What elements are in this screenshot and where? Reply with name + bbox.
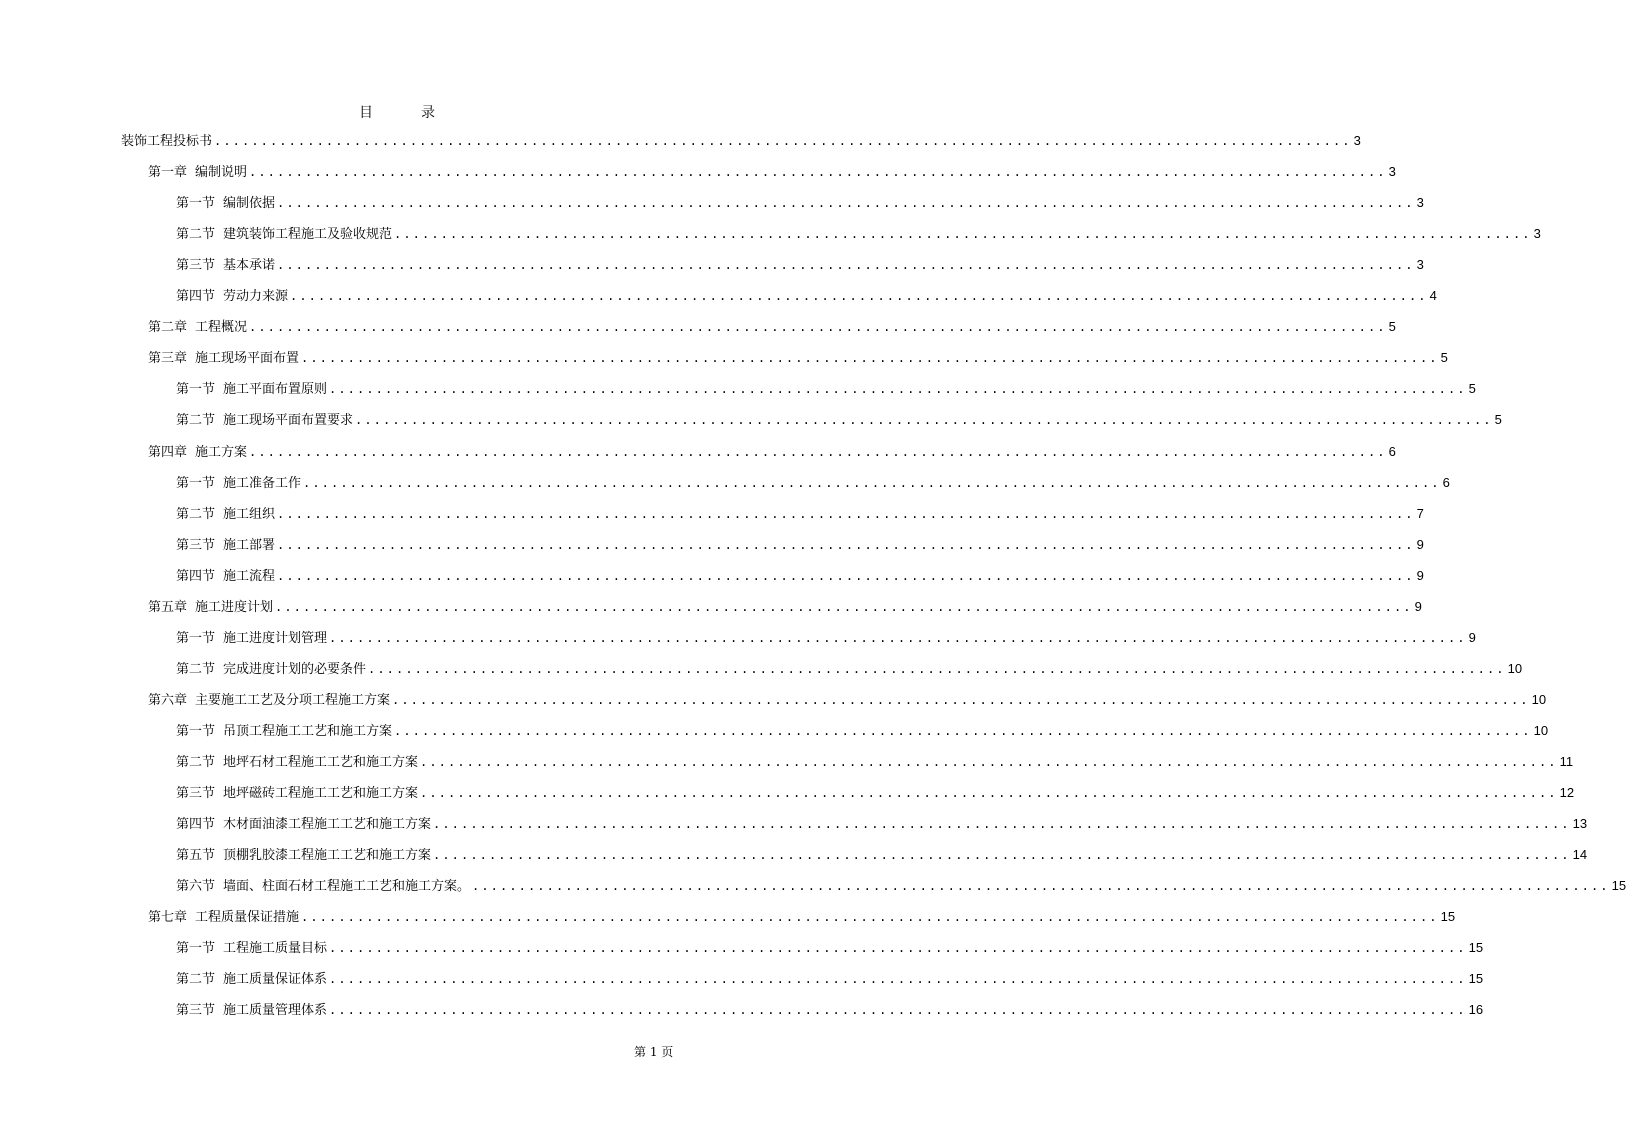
toc-dot-leader: .......................................................................................................................... bbox=[394, 227, 1532, 241]
toc-entry-page: 6 bbox=[1388, 444, 1396, 459]
toc-entry-page: 10 bbox=[1531, 692, 1547, 707]
toc-entry-page: 3 bbox=[1388, 164, 1396, 179]
toc-entry[interactable] bbox=[176, 224, 1541, 244]
toc-entry[interactable] bbox=[176, 504, 1424, 524]
toc-entry-text: 木材面油漆工程施工工艺和施工方案 bbox=[223, 817, 432, 832]
toc-dot-leader: .......................................................................................................................... bbox=[472, 879, 1610, 893]
toc-dot-leader: .......................................................................................................................... bbox=[275, 600, 1413, 614]
toc-title-part2: 录 bbox=[421, 105, 435, 121]
toc-entry-label bbox=[176, 660, 366, 680]
toc-dot-leader: .......................................................................................................................... bbox=[277, 507, 1415, 521]
toc-dot-leader: .......................................................................................................................... bbox=[329, 972, 1467, 986]
toc-entry-number: 第二节 bbox=[176, 413, 216, 428]
toc-entry-page: 9 bbox=[1416, 537, 1424, 552]
toc-entry-text: 编制说明 bbox=[195, 165, 248, 180]
toc-entry-text: 施工平面布置原则 bbox=[223, 382, 328, 397]
toc-entry-label bbox=[148, 318, 247, 338]
toc-entry-label bbox=[176, 474, 301, 494]
toc-entry-label bbox=[176, 536, 275, 556]
toc-entry[interactable] bbox=[176, 535, 1424, 555]
toc-entry-number: 第一章 bbox=[148, 165, 188, 180]
toc-entry-text: 施工部署 bbox=[223, 538, 276, 553]
toc-entry-label bbox=[148, 443, 247, 463]
toc-dot-leader: .......................................................................................................................... bbox=[277, 258, 1415, 272]
toc-entry-text: 基本承诺 bbox=[223, 258, 276, 273]
toc-dot-leader: .......................................................................................................................... bbox=[329, 941, 1467, 955]
toc-entry-text: 劳动力来源 bbox=[223, 289, 289, 304]
toc-entry-number: 第六章 bbox=[148, 693, 188, 708]
toc-dot-leader: .......................................................................................................................... bbox=[329, 1003, 1467, 1017]
toc-dot-leader: .......................................................................................................................... bbox=[303, 476, 1441, 490]
toc-entry[interactable] bbox=[148, 162, 1396, 182]
toc-dot-leader: .......................................................................................................................... bbox=[301, 351, 1439, 365]
toc-entry-page: 5 bbox=[1494, 412, 1502, 427]
toc-dot-leader: .......................................................................................................................... bbox=[394, 724, 1532, 738]
toc-entry-page: 13 bbox=[1572, 816, 1588, 831]
toc-entry[interactable] bbox=[176, 721, 1549, 741]
toc-entry-text: 施工组织 bbox=[223, 507, 276, 522]
toc-entry[interactable] bbox=[176, 783, 1575, 803]
toc-entry[interactable] bbox=[176, 379, 1476, 399]
toc-dot-leader: .......................................................................................................................... bbox=[277, 538, 1415, 552]
toc-entry-number: 第一节 bbox=[176, 724, 216, 739]
toc-entry-label bbox=[176, 939, 327, 959]
toc-entry-number: 第二节 bbox=[176, 662, 216, 677]
toc-entry-text: 施工方案 bbox=[195, 445, 248, 460]
toc-entry-text: 墙面、柱面石材工程施工工艺和施工方案。 bbox=[223, 879, 471, 894]
toc-entry-page: 15 bbox=[1440, 909, 1456, 924]
toc-entry-text: 顶棚乳胶漆工程施工工艺和施工方案 bbox=[223, 848, 432, 863]
toc-entry-page: 5 bbox=[1440, 350, 1448, 365]
toc-entry-number: 第三节 bbox=[176, 538, 216, 553]
toc-entry-page: 15 bbox=[1468, 940, 1484, 955]
toc-entry-page: 10 bbox=[1533, 723, 1549, 738]
toc-entry[interactable] bbox=[176, 628, 1476, 648]
toc-entry[interactable] bbox=[176, 752, 1574, 772]
toc-entry-label bbox=[148, 163, 247, 183]
toc-dot-leader: .......................................................................................................................... bbox=[433, 848, 1571, 862]
toc-dot-leader: .......................................................................................................................... bbox=[301, 910, 1439, 924]
toc-entry[interactable] bbox=[176, 255, 1424, 275]
toc-entry-number: 第一节 bbox=[176, 941, 216, 956]
toc-entry-label bbox=[176, 846, 431, 866]
toc-entry-number: 第一节 bbox=[176, 196, 216, 211]
page-number-footer: 第 1 页 bbox=[634, 1045, 674, 1059]
toc-entry[interactable] bbox=[176, 410, 1502, 430]
toc-entry-page: 3 bbox=[1416, 195, 1424, 210]
toc-entry-label bbox=[176, 753, 418, 773]
toc-entry-text: 编制依据 bbox=[223, 196, 276, 211]
toc-dot-leader: .......................................................................................................................... bbox=[290, 289, 1428, 303]
toc-dot-leader: .......................................................................................................................... bbox=[355, 413, 1493, 427]
toc-entry-number: 第三节 bbox=[176, 786, 216, 801]
toc-entry-text: 施工质量管理体系 bbox=[223, 1003, 328, 1018]
toc-entry-number: 第五章 bbox=[148, 600, 188, 615]
toc-dot-leader: .......................................................................................................................... bbox=[249, 320, 1387, 334]
toc-entry-text: 工程质量保证措施 bbox=[195, 910, 300, 925]
toc-entry[interactable] bbox=[176, 193, 1424, 213]
toc-entry[interactable] bbox=[176, 845, 1588, 865]
toc-entry-label bbox=[148, 691, 390, 711]
toc-entry-text: 建筑装饰工程施工及验收规范 bbox=[223, 227, 393, 242]
toc-dot-leader: .......................................................................................................................... bbox=[329, 631, 1467, 645]
toc-entry-label bbox=[148, 908, 299, 928]
toc-entry-text: 地坪磁砖工程施工工艺和施工方案 bbox=[223, 786, 419, 801]
toc-entry-page: 4 bbox=[1429, 288, 1437, 303]
toc-entry-number: 第五节 bbox=[176, 848, 216, 863]
toc-dot-leader: .......................................................................................................................... bbox=[420, 786, 1558, 800]
toc-entry-label bbox=[176, 1001, 327, 1021]
toc-title-part1: 目 bbox=[359, 105, 373, 121]
toc-entry-number: 第三节 bbox=[176, 258, 216, 273]
toc-entry-number: 第三节 bbox=[176, 1003, 216, 1018]
toc-entry-page: 5 bbox=[1468, 381, 1476, 396]
toc-entry-page: 9 bbox=[1416, 568, 1424, 583]
toc-entry-number: 第四章 bbox=[148, 445, 188, 460]
toc-entry[interactable] bbox=[148, 690, 1547, 710]
toc-entry-page: 5 bbox=[1388, 319, 1396, 334]
toc-entry-label bbox=[176, 380, 327, 400]
toc-entry-page: 16 bbox=[1468, 1002, 1484, 1017]
toc-entry-label bbox=[176, 411, 353, 431]
toc-entry-page: 9 bbox=[1468, 630, 1476, 645]
toc-entry-page: 9 bbox=[1414, 599, 1422, 614]
toc-entry-text: 施工现场平面布置要求 bbox=[223, 413, 354, 428]
toc-entry-page: 15 bbox=[1468, 971, 1484, 986]
toc-entry-number: 第二节 bbox=[176, 227, 216, 242]
toc-entry-label bbox=[176, 629, 327, 649]
toc-entry-number: 第二节 bbox=[176, 972, 216, 987]
toc-entry-text: 装饰工程投标书 bbox=[121, 134, 213, 149]
toc-entry-text: 吊顶工程施工工艺和施工方案 bbox=[223, 724, 393, 739]
toc-entry[interactable] bbox=[176, 876, 1626, 896]
toc-entry-page: 7 bbox=[1416, 506, 1424, 521]
toc-entry[interactable] bbox=[176, 286, 1437, 306]
toc-entry-number: 第一节 bbox=[176, 631, 216, 646]
toc-entry-text: 施工进度计划管理 bbox=[223, 631, 328, 646]
toc-entry[interactable] bbox=[176, 473, 1450, 493]
toc-entry-number: 第四节 bbox=[176, 289, 216, 304]
toc-entry-label bbox=[176, 970, 327, 990]
toc-entry[interactable] bbox=[148, 597, 1422, 617]
toc-dot-leader: .......................................................................................................................... bbox=[249, 445, 1387, 459]
toc-entry[interactable] bbox=[148, 348, 1448, 368]
toc-entry-label bbox=[148, 349, 299, 369]
toc-entry-text: 施工进度计划 bbox=[195, 600, 274, 615]
toc-entry[interactable] bbox=[121, 131, 1361, 151]
toc-dot-leader: .......................................................................................................................... bbox=[368, 662, 1506, 676]
toc-dot-leader: .......................................................................................................................... bbox=[277, 196, 1415, 210]
toc-dot-leader: .......................................................................................................................... bbox=[433, 817, 1571, 831]
toc-entry-text: 工程施工质量目标 bbox=[223, 941, 328, 956]
toc-entry-text: 完成进度计划的必要条件 bbox=[223, 662, 367, 677]
toc-entry[interactable] bbox=[176, 566, 1424, 586]
toc-dot-leader: .......................................................................................................................... bbox=[329, 382, 1467, 396]
toc-entry-number: 第二章 bbox=[148, 320, 188, 335]
toc-entry-text: 主要施工工艺及分项工程施工方案 bbox=[195, 693, 391, 708]
toc-entry-number: 第四节 bbox=[176, 569, 216, 584]
toc-entry-page: 3 bbox=[1416, 257, 1424, 272]
toc-entry-page: 3 bbox=[1353, 133, 1361, 148]
toc-entry-label bbox=[148, 598, 273, 618]
toc-entry-label bbox=[176, 225, 392, 245]
toc-entry-number: 第六节 bbox=[176, 879, 216, 894]
toc-entry-page: 3 bbox=[1533, 226, 1541, 241]
toc-entry[interactable] bbox=[176, 969, 1484, 989]
toc-dot-leader: .......................................................................................................................... bbox=[420, 755, 1558, 769]
toc-entry-number: 第一节 bbox=[176, 476, 216, 491]
toc-entry-label bbox=[176, 287, 288, 307]
toc-entry[interactable] bbox=[176, 659, 1523, 679]
toc-entry[interactable] bbox=[148, 442, 1396, 462]
toc-entry-text: 施工质量保证体系 bbox=[223, 972, 328, 987]
toc-entry-text: 施工准备工作 bbox=[223, 476, 302, 491]
toc-entry-number: 第二节 bbox=[176, 755, 216, 770]
toc-dot-leader: .......................................................................................................................... bbox=[392, 693, 1530, 707]
toc-entry-text: 施工现场平面布置 bbox=[195, 351, 300, 366]
toc-entry-page: 6 bbox=[1442, 475, 1450, 490]
toc-entry-label bbox=[176, 877, 470, 897]
toc-entry-page: 14 bbox=[1572, 847, 1588, 862]
toc-entry-number: 第七章 bbox=[148, 910, 188, 925]
toc-entry-text: 工程概况 bbox=[195, 320, 248, 335]
toc-entry-page: 11 bbox=[1559, 754, 1574, 769]
toc-entry-number: 第三章 bbox=[148, 351, 188, 366]
toc-entry-text: 施工流程 bbox=[223, 569, 276, 584]
toc-entry[interactable] bbox=[176, 1000, 1484, 1020]
toc-entry-page: 12 bbox=[1559, 785, 1575, 800]
toc-entry[interactable] bbox=[176, 814, 1588, 834]
toc-entry-label bbox=[121, 132, 212, 152]
toc-entry-label bbox=[176, 256, 275, 276]
toc-entry-label bbox=[176, 784, 418, 804]
toc-dot-leader: .......................................................................................................................... bbox=[249, 165, 1387, 179]
toc-dot-leader: .......................................................................................................................... bbox=[214, 134, 1352, 148]
toc-entry-number: 第一节 bbox=[176, 382, 216, 397]
toc-entry[interactable] bbox=[176, 938, 1484, 958]
toc-entry[interactable] bbox=[148, 907, 1456, 927]
toc-title bbox=[0, 102, 794, 122]
toc-entry-label bbox=[176, 505, 275, 525]
toc-entry-number: 第四节 bbox=[176, 817, 216, 832]
toc-entry-label bbox=[176, 194, 275, 214]
toc-entry-text: 地坪石材工程施工工艺和施工方案 bbox=[223, 755, 419, 770]
toc-entry[interactable] bbox=[148, 317, 1396, 337]
toc-entry-label bbox=[176, 567, 275, 587]
toc-dot-leader: .......................................................................................................................... bbox=[277, 569, 1415, 583]
toc-entry-number: 第二节 bbox=[176, 507, 216, 522]
toc-entry-page: 10 bbox=[1507, 661, 1523, 676]
toc-entry-label bbox=[176, 815, 431, 835]
toc-entry-page: 15 bbox=[1611, 878, 1626, 893]
toc-entry-label bbox=[176, 722, 392, 742]
